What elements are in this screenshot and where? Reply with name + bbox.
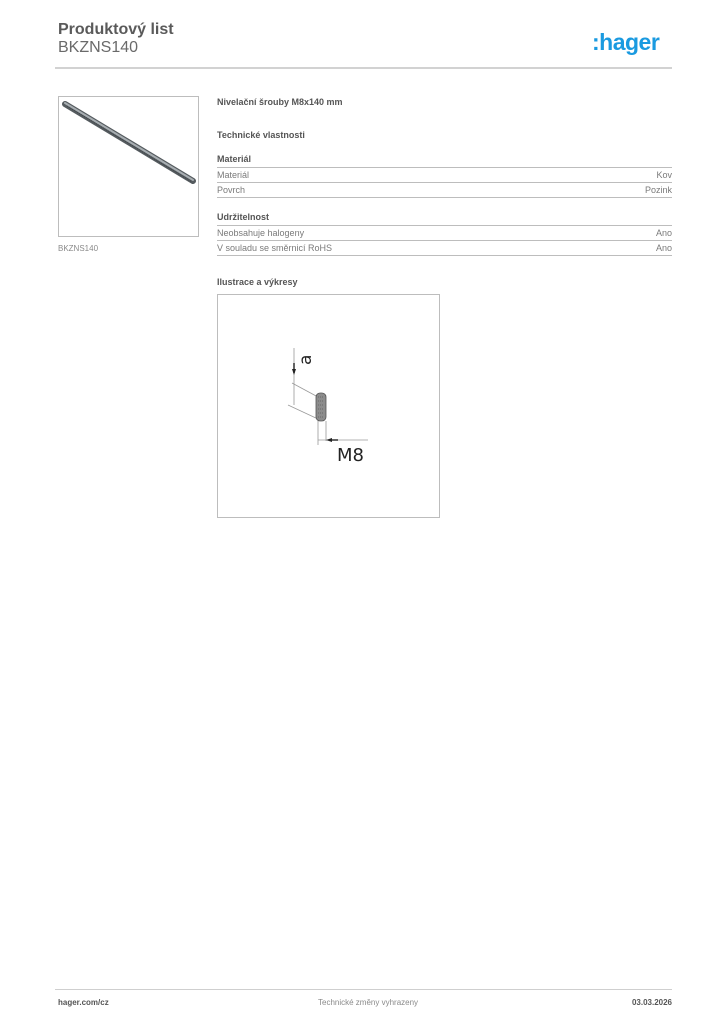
hager-logo: :hager — [592, 29, 660, 55]
product-details — [217, 96, 672, 288]
product-name: Nivelační šrouby M8x140 mm — [217, 97, 343, 107]
dimension-drawing-icon — [218, 295, 439, 517]
illustrations-title: Ilustrace a výkresy — [217, 277, 298, 287]
row-label: Materiál — [217, 170, 250, 180]
footer-website-link[interactable]: hager.com/cz — [58, 998, 109, 1007]
product-code: BKZNS140 — [58, 39, 139, 56]
footer-divider — [55, 989, 672, 990]
page-title: Produktový list — [58, 21, 174, 38]
technical-properties-title: Technické vlastnosti — [217, 130, 305, 140]
table-row — [217, 168, 672, 183]
threaded-rod-icon — [59, 97, 198, 236]
row-value: Ano — [655, 228, 672, 238]
row-label: V souladu se směrnicí RoHS — [217, 243, 333, 253]
table-row — [217, 226, 672, 241]
group-title-material: Materiál — [217, 153, 672, 168]
dimension-a-label: a — [296, 354, 316, 365]
row-value: Pozink — [644, 185, 672, 195]
row-value: Ano — [655, 243, 672, 253]
row-label: Povrch — [217, 185, 246, 195]
footer-date: 03.03.2026 — [631, 998, 672, 1007]
table-row — [217, 183, 672, 198]
technical-drawing — [217, 294, 440, 518]
header-divider — [55, 67, 672, 69]
group-title-sustainability: Udržitelnost — [217, 211, 672, 226]
row-value: Kov — [656, 170, 672, 180]
product-image — [58, 96, 199, 237]
row-label: Neobsahuje halogeny — [217, 228, 305, 238]
dimension-m8-label: M8 — [337, 445, 364, 466]
footer-disclaimer: Technické změny vyhrazeny — [318, 998, 419, 1007]
table-row — [217, 241, 672, 256]
product-image-caption: BKZNS140 — [58, 244, 99, 253]
